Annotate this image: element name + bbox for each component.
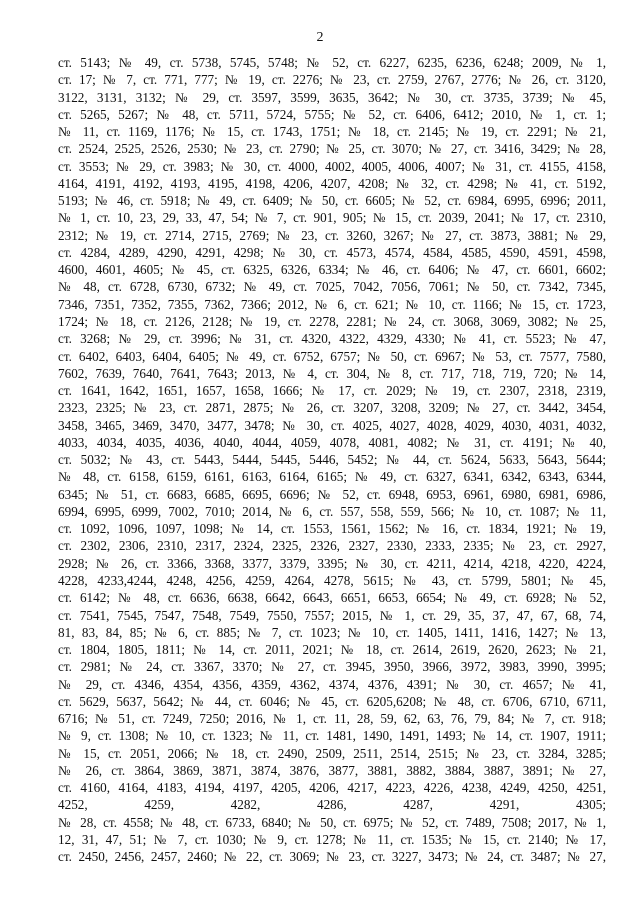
text-line: 2312; № 19, ст. 2714, 2715, 2769; № 23, ст. 3260, 3267; № 27, ст. 3873, 3881; № 29, xyxy=(58,227,606,243)
text-line: 5193; № 46, ст. 5918; № 49, ст. 6409; № 50, ст. 6605; № 52, ст. 6984, 6995, 6996; 2011, xyxy=(58,193,606,209)
text-line: № 48, ст. 6728, 6730, 6732; № 49, ст. 7025, 7042, 7056, 7061; № 50, ст. 7342, 7345, xyxy=(58,279,606,295)
text-line: 4252, 4259, 4282, 4286, 4287, 4291, 4305; xyxy=(58,797,606,813)
text-line: 6994, 6995, 6999, 7002, 7010; 2014, № 6, ст. 557, 558, 559, 566; № 10, ст. 1087; № 11, xyxy=(58,503,606,519)
text-line: 4164, 4191, 4192, 4193, 4195, 4198, 4206, 4207, 4208; № 32, ст. 4298; № 41, ст. 5192, xyxy=(58,175,606,191)
text-line: 2323, 2325; № 23, ст. 2871, 2875; № 26, ст. 3207, 3208, 3209; № 27, ст. 3442, 3454, xyxy=(58,400,606,416)
text-line: 6345; № 51, ст. 6683, 6685, 6695, 6696; № 52, ст. 6948, 6953, 6961, 6980, 6981, 6986, xyxy=(58,486,606,502)
text-line: 12, 31, 47, 51; № 7, ст. 1030; № 9, ст. 1278; № 11, ст. 1535; № 15, ст. 2140; № 17, xyxy=(58,831,606,847)
text-line: 81, 83, 84, 85; № 6, ст. 885; № 7, ст. 1023; № 10, ст. 1405, 1411, 1416, 1427; № 13, xyxy=(58,624,606,640)
text-line: ст. 5032; № 43, ст. 5443, 5444, 5445, 5446, 5452; № 44, ст. 5624, 5633, 5643, 5644; xyxy=(58,452,606,468)
text-line: ст. 2302, 2306, 2310, 2317, 2324, 2325, 2326, 2327, 2330, 2333, 2335; № 23, ст. 2927, xyxy=(58,538,606,554)
text-line: ст. 1804, 1805, 1811; № 14, ст. 2011, 2021; № 18, ст. 2614, 2619, 2620, 2623; № 21, xyxy=(58,642,606,658)
text-line: 2928; № 26, ст. 3366, 3368, 3377, 3379, 3395; № 30, ст. 4211, 4214, 4218, 4220, 4224, xyxy=(58,555,606,571)
text-line: 3122, 3131, 3132; № 29, ст. 3597, 3599, 3635, 3642; № 30, ст. 3735, 3739; № 45, xyxy=(58,89,606,105)
text-line: № 28, ст. 4558; № 48, ст. 6733, 6840; № 50, ст. 6975; № 52, ст. 7489, 7508; 2017, № 1, xyxy=(58,814,606,830)
text-line: ст. 1641, 1642, 1651, 1657, 1658, 1666; № 17, ст. 2029; № 19, ст. 2307, 2318, 2319, xyxy=(58,383,606,399)
text-line: 6716; № 51, ст. 7249, 7250; 2016, № 1, ст. 11, 28, 59, 62, 63, 76, 79, 84; № 7, ст. 918; xyxy=(58,711,606,727)
text-line: ст. 7541, 7545, 7547, 7548, 7549, 7550, 7557; 2015, № 1, ст. 29, 35, 37, 47, 67, 68, 74, xyxy=(58,607,606,623)
text-line: № 48, ст. 6158, 6159, 6161, 6163, 6164, 6165; № 49, ст. 6327, 6341, 6342, 6343, 6344, xyxy=(58,469,606,485)
text-line: № 11, ст. 1169, 1176; № 15, ст. 1743, 1751; № 18, ст. 2145; № 19, ст. 2291; № 21, xyxy=(58,124,606,140)
text-line: ст. 4160, 4164, 4183, 4194, 4197, 4205, 4206, 4217, 4223, 4226, 4238, 4249, 4250, 4251, xyxy=(58,780,606,796)
text-line: 7346, 7351, 7352, 7355, 7362, 7366; 2012, № 6, ст. 621; № 10, ст. 1166; № 15, ст. 1723, xyxy=(58,296,606,312)
text-line: 7602, 7639, 7640, 7641, 7643; 2013, № 4, ст. 304, № 8, ст. 717, 718, 719, 720; № 14, xyxy=(58,365,606,381)
page-number: 2 xyxy=(316,30,324,45)
text-line: ст. 17; № 7, ст. 771, 777; № 19, ст. 2276; № 23, ст. 2759, 2767, 2776; № 26, ст. 3120, xyxy=(58,72,606,88)
text-line: ст. 5143; № 49, ст. 5738, 5745, 5748; № 52, ст. 6227, 6235, 6236, 6248; 2009, № 1, xyxy=(58,55,606,70)
text-line: ст. 5629, 5637, 5642; № 44, ст. 6046; № 45, ст. 6205,6208; № 48, ст. 6706, 6710, 6711, xyxy=(58,693,606,709)
text-line: № 9, ст. 1308; № 10, ст. 1323; № 11, ст. 1481, 1490, 1491, 1493; № 14, ст. 1907, 1911; xyxy=(58,728,606,744)
text-line: № 29, ст. 4346, 4354, 4356, 4359, 4362, 4374, 4376, 4391; № 30, ст. 4657; № 41, xyxy=(58,676,606,692)
text-line: 3458, 3465, 3469, 3470, 3477, 3478; № 30, ст. 4025, 4027, 4028, 4029, 4030, 4031, 4032, xyxy=(58,417,606,433)
text-line: 4228, 4233,4244, 4248, 4256, 4259, 4264, 4278, 5615; № 43, ст. 5799, 5801; № 45, xyxy=(58,572,606,588)
text-line: ст. 6142; № 48, ст. 6636, 6638, 6642, 6643, 6651, 6653, 6654; № 49, ст. 6928; № 52, xyxy=(58,590,606,606)
text-line: 1724; № 18, ст. 2126, 2128; № 19, ст. 2278, 2281; № 24, ст. 3068, 3069, 3082; № 25, xyxy=(58,313,606,329)
text-line: ст. 2450, 2456, 2457, 2460; № 22, ст. 3069; № 23, ст. 3227, 3473; № 24, ст. 3487; № 27, xyxy=(58,849,606,865)
text-line: № 15, ст. 2051, 2066; № 18, ст. 2490, 2509, 2511, 2514, 2515; № 23, ст. 3284, 3285; xyxy=(58,745,606,761)
text-line: ст. 6402, 6403, 6404, 6405; № 49, ст. 6752, 6757; № 50, ст. 6967; № 53, ст. 7577, 7580, xyxy=(58,348,606,364)
text-line: ст. 4284, 4289, 4290, 4291, 4298; № 30, ст. 4573, 4574, 4584, 4585, 4590, 4591, 4598, xyxy=(58,244,606,260)
text-line: ст. 2524, 2525, 2526, 2530; № 23, ст. 2790; № 25, ст. 3070; № 27, ст. 3416, 3429; № 28, xyxy=(58,141,606,157)
text-line: 4033, 4034, 4035, 4036, 4040, 4044, 4059, 4078, 4081, 4082; № 31, ст. 4191; № 40, xyxy=(58,434,606,450)
text-line: № 26, ст. 3864, 3869, 3871, 3874, 3876, 3877, 3881, 3882, 3884, 3887, 3891; № 27, xyxy=(58,762,606,778)
body-text xyxy=(58,54,606,865)
text-line: ст. 3553; № 29, ст. 3983; № 30, ст. 4000, 4002, 4005, 4006, 4007; № 31, ст. 4155, 4158, xyxy=(58,158,606,174)
text-line: № 1, ст. 10, 23, 29, 33, 47, 54; № 7, ст. 901, 905; № 15, ст. 2039, 2041; № 17, ст. 2310, xyxy=(58,210,606,226)
text-line: 4600, 4601, 4605; № 45, ст. 6325, 6326, 6334; № 46, ст. 6406; № 47, ст. 6601, 6602; xyxy=(58,262,606,278)
text-line: ст. 3268; № 29, ст. 3996; № 31, ст. 4320, 4322, 4329, 4330; № 41, ст. 5523; № 47, xyxy=(58,331,606,347)
text-line: ст. 1092, 1096, 1097, 1098; № 14, ст. 1553, 1561, 1562; № 16, ст. 1834, 1921; № 19, xyxy=(58,521,606,537)
text-line: ст. 5265, 5267; № 48, ст. 5711, 5724, 5755; № 52, ст. 6406, 6412; 2010, № 1, ст. 1; xyxy=(58,106,606,122)
text-line: ст. 2981; № 24, ст. 3367, 3370; № 27, ст. 3945, 3950, 3966, 3972, 3983, 3990, 3995; xyxy=(58,659,606,675)
